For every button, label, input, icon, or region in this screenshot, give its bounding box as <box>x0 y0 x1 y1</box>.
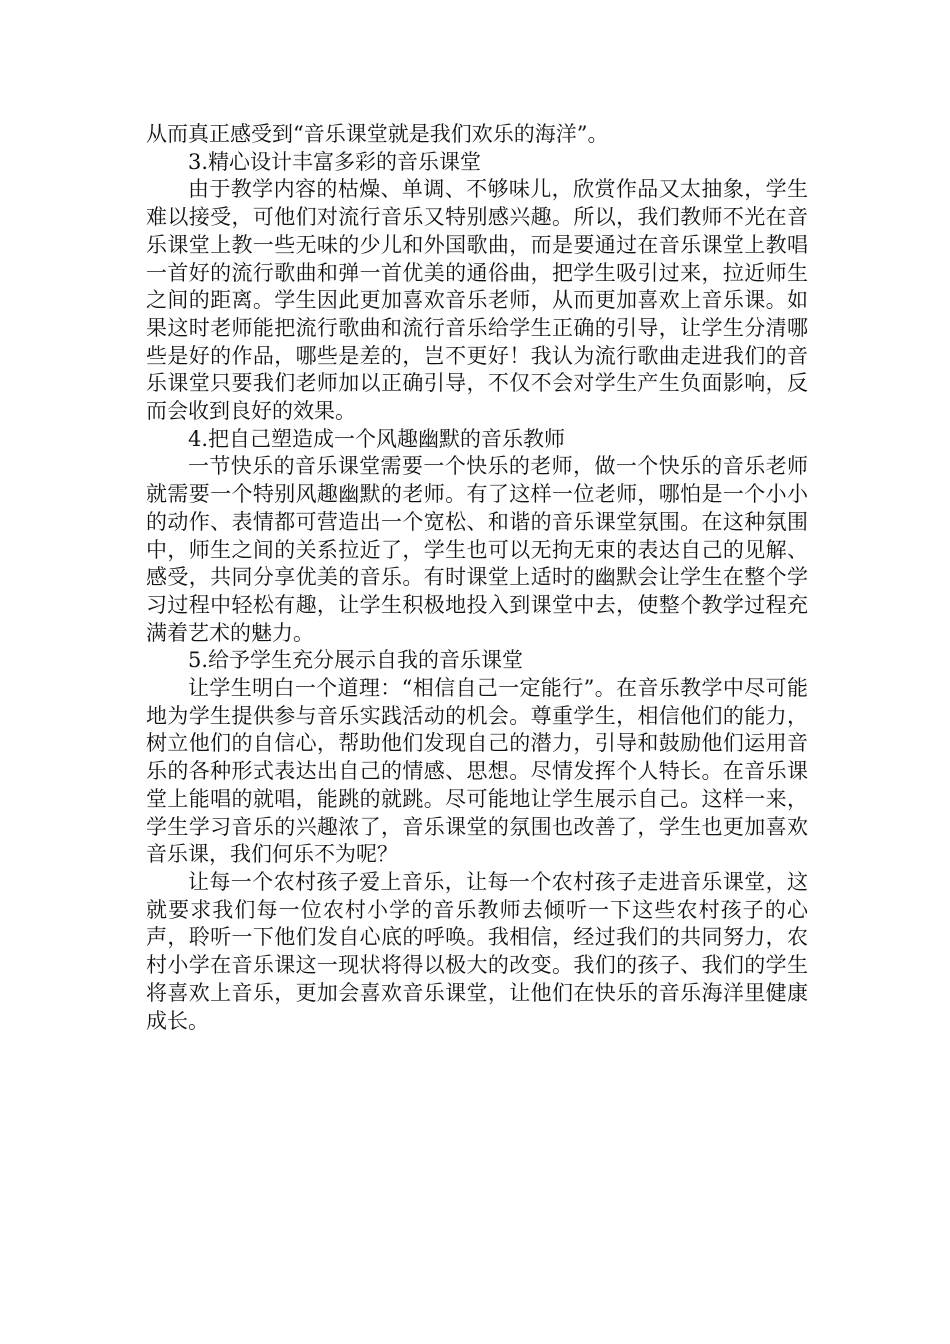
paragraph-section-4: 一节快乐的音乐课堂需要一个快乐的老师，做一个快乐的音乐老师就需要一个特别风趣幽默的老师。有了这样一位老师，哪怕是一个小小的动作、表情都可营造出一个宽松、和谐的音乐课堂氛围。在这种氛围中，师生之间的关系拉近了，学生也可以无拘无束的表达自己的见解、感受，共同分享优美的音乐。有时课堂上适时的幽默会让学生在整个学习过程中轻松有趣，让学生积极地投入到课堂中去，使整个教学过程充满着艺术的魅力。 <box>146 454 808 645</box>
section-heading-3: 3.精心设计丰富多彩的音乐课堂 <box>188 149 482 174</box>
paragraph-continuation: 从而真正感受到“音乐课堂就是我们欢乐的海洋”。 <box>146 122 609 146</box>
document-body <box>146 121 808 1035</box>
paragraph-section-5: 让学生明白一个道理：“相信自己一定能行”。在音乐教学中尽可能地为学生提供参与音乐实践活动的机会。尊重学生，相信他们的能力，树立他们的自信心，帮助他们发现自己的潜力，引导和鼓励他们运用音乐的各种形式表达出自己的情感、思想。尽情发挥个人特长。在音乐课堂上能唱的就唱，能跳的就跳。尽可能地让学生展示自己。这样一来，学生学习音乐的兴趣浓了，音乐课堂的氛围也改善了，学生也更加喜欢音乐课，我们何乐不为呢？ <box>146 676 808 867</box>
paragraph-conclusion: 让每一个农村孩子爱上音乐，让每一个农村孩子走进音乐课堂，这就要求我们每一位农村小学的音乐教师去倾听一下这些农村孩子的心声，聆听一下他们发自心底的呼唤。我相信，经过我们的共同努力，农村小学在音乐课这一现状将得以极大的改变。我们的孩子、我们的学生将喜欢上音乐，更加会喜欢音乐课堂，让他们在快乐的音乐海洋里健康成长。 <box>146 869 808 1033</box>
paragraph-section-3: 由于教学内容的枯燥、单调、不够味儿，欣赏作品又太抽象，学生难以接受，可他们对流行音乐又特别感兴趣。所以，我们教师不光在音乐课堂上教一些无味的少儿和外国歌曲，而是要通过在音乐课堂上教唱一首好的流行歌曲和弹一首优美的通俗曲，把学生吸引过来，拉近师生之间的距离。学生因此更加喜欢音乐老师，从而更加喜欢上音乐课。如果这时老师能把流行歌曲和流行音乐给学生正确的引导，让学生分清哪些是好的作品，哪些是差的，岂不更好！我认为流行歌曲走进我们的音乐课堂只要我们老师加以正确引导，不仅不会对学生产生负面影响，反而会收到良好的效果。 <box>146 177 808 424</box>
section-heading-4: 4.把自己塑造成一个风趣幽默的音乐教师 <box>188 426 566 451</box>
section-heading-5: 5.给予学生充分展示自我的音乐课堂 <box>188 648 524 673</box>
